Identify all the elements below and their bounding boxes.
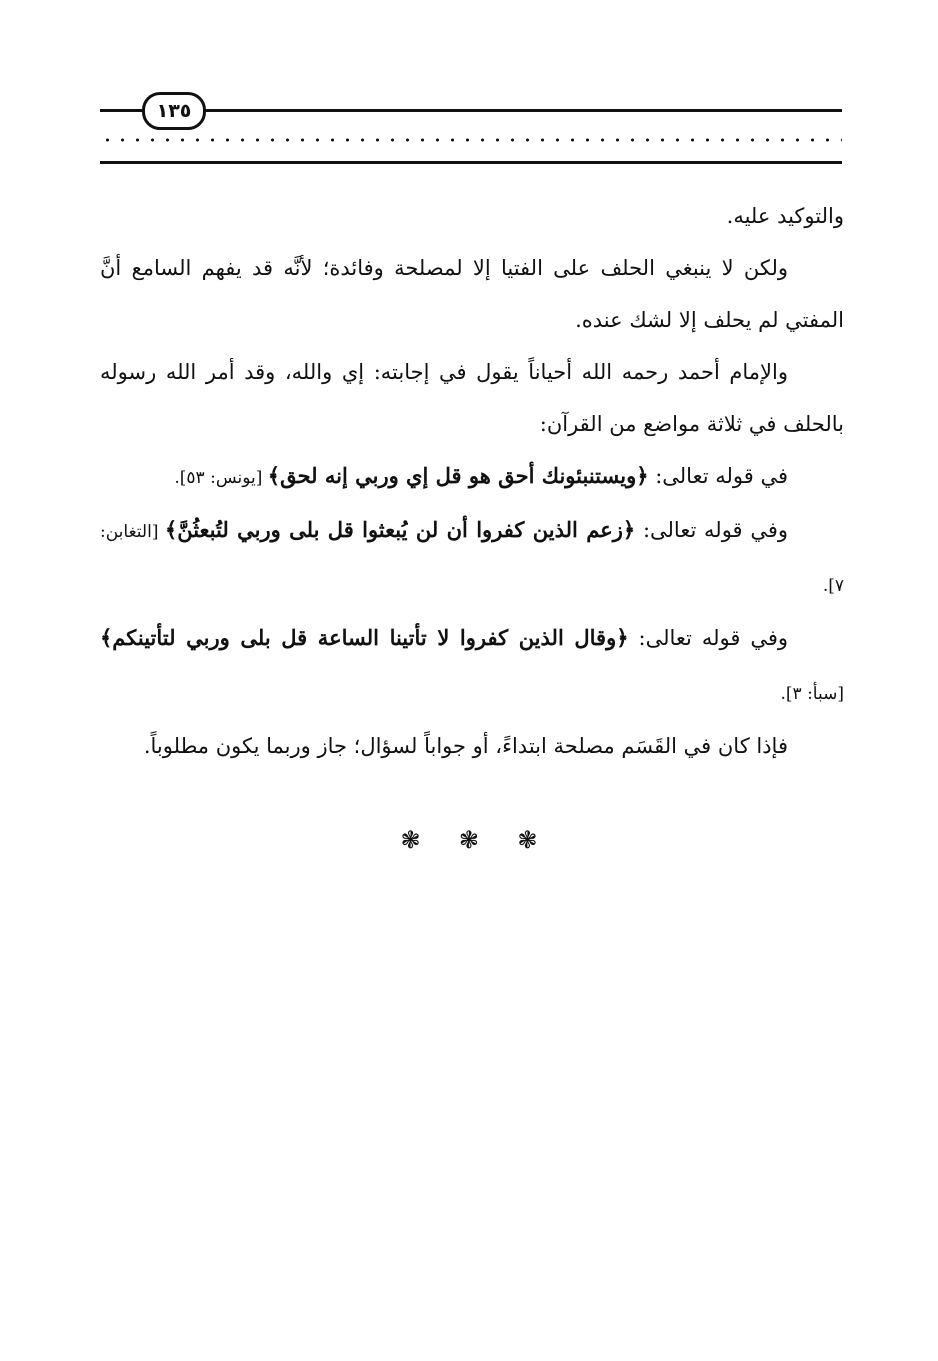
paragraph-3: والإمام أحمد رحمه الله أحياناً يقول في إجابته: إي والله، وقد أمر الله رسوله بالحلف في ثلاثة مواضع من القرآن:: [100, 360, 844, 436]
section-separator-stars: ❃ ❃ ❃: [400, 826, 538, 854]
quote-intro: وفي قوله تعالى:: [628, 626, 789, 650]
quran-verse: ﴿وقال الذين كفروا لا تأتينا الساعة قل بلى وربي لتأتينكم﴾: [100, 625, 629, 650]
verse-reference: [يونس: ٥٣].: [174, 468, 268, 488]
paragraph-7: فإذا كان في القَسَم مصلحة ابتداءً، أو جواباً لسؤال؛ جاز وربما يكون مطلوباً.: [143, 734, 788, 758]
verse-reference: [التغابن: ٧].: [100, 522, 844, 596]
header-top-rule: [100, 109, 842, 112]
paragraph-6-quote-saba: [100, 612, 844, 720]
page-number-badge: [142, 92, 206, 130]
page-body: [100, 190, 844, 772]
paragraph-2: ولكن لا ينبغي الحلف على الفتيا إلا لمصلحة وفائدة؛ لأنَّه قد يفهم السامع أنَّ المفتي لم يحلف إلا لشك عنده.: [100, 256, 844, 332]
paragraph-1: والتوكيد عليه.: [726, 204, 844, 228]
quote-intro: في قوله تعالى:: [648, 464, 788, 488]
header-bottom-rule: [100, 161, 842, 164]
page-number: ١٣٥: [156, 99, 192, 122]
quran-verse: ﴿زعم الذين كفروا أن لن يُبعثوا قل بلى وربي لتُبعثُنَّ﴾: [164, 517, 636, 542]
header-dotted-line: [100, 137, 842, 143]
quote-intro: وفي قوله تعالى:: [635, 518, 788, 542]
paragraph-4-quote-yunus: [100, 450, 844, 504]
paragraph-5-quote-taghabun: [100, 504, 844, 612]
page-header: [100, 90, 842, 170]
verse-reference: [سبأ: ٣].: [780, 684, 844, 704]
quran-verse: ﴿ويستنبئونك أحق هو قل إي وربي إنه لحق﴾: [267, 463, 649, 488]
